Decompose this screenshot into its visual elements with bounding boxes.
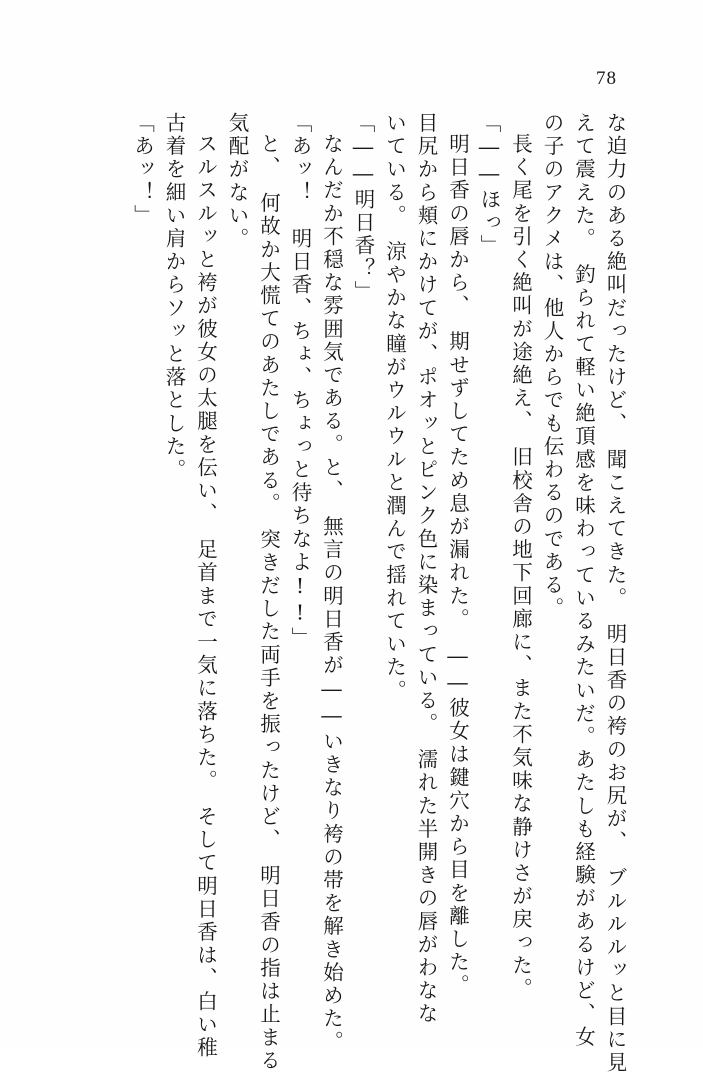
text-column: 古着を細い肩からソッと落とした。 xyxy=(162,112,186,482)
text-column: いている。 涼やかな瞳がウルウルと潤んで揺れていた。 xyxy=(382,112,407,703)
text-column: 目尻から頬にかけてが、ポオッとピンク色に染まっている。 濡れた半開きの唇がわなな xyxy=(414,112,438,1026)
text-column: 長く尾を引く絶叫が途絶え、 旧校舎の地下回廊に、また不気味な静けさが戻った。 xyxy=(508,133,533,1001)
vertical-text-body xyxy=(78,112,627,1075)
text-column: スルスルッと袴が彼女の太腿を伝い、 足首まで一気に落ちた。 そして明日香は、白い稚 xyxy=(193,133,218,1060)
text-column: 気配がない。 xyxy=(225,112,249,251)
text-column: なんだか不穏な雰囲気である。と、 無言の明日香が――いきなり袴の帯を解き始めた。 xyxy=(319,133,344,1054)
text-column: 「あッ！ 明日香、ちょ、ちょっと待ちなよ!!」 xyxy=(288,112,312,651)
text-column: な迫力のある絶叫だったけど、 聞こえてきた。 明日香の袴のお尻が、 ブルルルッと目に見 xyxy=(603,112,627,1075)
text-column: 明日香の唇から、 期せずしてため息が漏れた。 ――彼女は鍵穴から目を離した。 xyxy=(445,133,470,998)
text-column: 「――明日香？」 xyxy=(351,112,375,304)
text-column: えて震えた。 釣られて軽い絶頂感を味わっているみたいだ。あたしも経験があるけど、女 xyxy=(571,112,596,1049)
page-number: 78 xyxy=(596,68,617,89)
text-column: 「――ほっ」 xyxy=(477,112,501,258)
text-column: の子のアクメは、他人からでも伝わるのである。 xyxy=(540,112,564,621)
text-column: と、 何故か大慌てのあたしである。 突きだした両手を振ったけど、 明日香の指は止まる xyxy=(256,133,281,1073)
text-column: 「あッ！」 xyxy=(130,112,155,228)
